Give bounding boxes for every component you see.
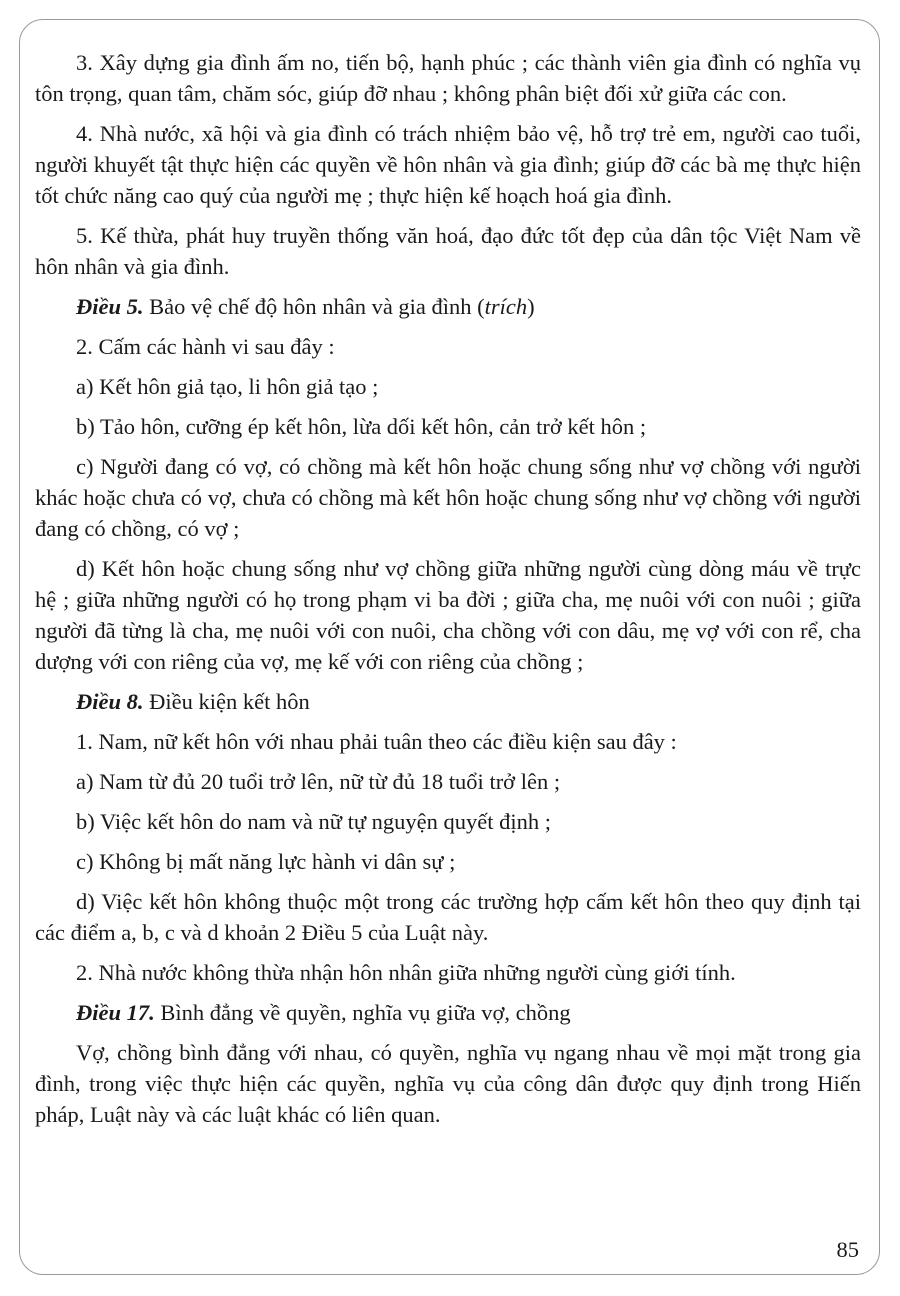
article-8-item-b: b) Việc kết hôn do nam và nữ tự nguyện quyết định ; [76, 809, 552, 834]
article-5-label: Điều 5. [76, 294, 144, 319]
article-5-title-note: trích [484, 294, 528, 319]
article-5-clause-2: 2. Cấm các hành vi sau đây : [76, 334, 335, 359]
article-17-heading [35, 997, 861, 1028]
article-8-item-d: d) Việc kết hôn không thuộc một trong các trường hợp cấm kết hôn theo quy định tại các điểm a, b, c và d khoản 2 Điều 5 của Luật này. [35, 889, 861, 945]
article-8-item-c: c) Không bị mất năng lực hành vi dân sự ; [76, 849, 456, 874]
article-8-label: Điều 8. [76, 689, 144, 714]
article-5-item-d: d) Kết hôn hoặc chung sống như vợ chồng giữa những người cùng dòng máu về trực hệ ; giữa những người có họ trong phạm vi ba đời ; giữa cha, mẹ nuôi với con nuôi ; giữa người đã từng là cha, mẹ nuôi với con nuôi, cha chồng với con dâu, mẹ vợ với con rể, cha dượng với con riêng của vợ, mẹ kế với con riêng của chồng ; [35, 556, 861, 674]
article-8-heading [35, 686, 861, 717]
article-8-clause-2: 2. Nhà nước không thừa nhận hôn nhân giữa những người cùng giới tính. [76, 960, 736, 985]
paragraph-4: 4. Nhà nước, xã hội và gia đình có trách nhiệm bảo vệ, hỗ trợ trẻ em, người cao tuổi, người khuyết tật thực hiện các quyền về hôn nhân và gia đình; giúp đỡ các bà mẹ thực hiện tốt chức năng cao quý của người mẹ ; thực hiện kế hoạch hoá gia đình. [35, 121, 861, 208]
article-8-item-a: a) Nam từ đủ 20 tuổi trở lên, nữ từ đủ 18 tuổi trở lên ; [76, 769, 561, 794]
article-5-heading [35, 291, 861, 322]
paragraph-5: 5. Kế thừa, phát huy truyền thống văn hoá, đạo đức tốt đẹp của dân tộc Việt Nam về hôn nhân và gia đình. [35, 223, 861, 279]
article-17-body: Vợ, chồng bình đẳng với nhau, có quyền, nghĩa vụ ngang nhau về mọi mặt trong gia đình, trong việc thực hiện các quyền, nghĩa vụ của công dân được quy định trong Hiến pháp, Luật này và các luật khác có liên quan. [35, 1040, 861, 1127]
article-5-item-c: c) Người đang có vợ, có chồng mà kết hôn hoặc chung sống như vợ chồng với người khác hoặc chưa có vợ, chưa có chồng mà kết hôn hoặc chung sống như vợ chồng với người đang có chồng, có vợ ; [35, 454, 861, 541]
article-8-title: Điều kiện kết hôn [143, 689, 310, 714]
article-17-title: Bình đẳng về quyền, nghĩa vụ giữa vợ, chồng [154, 1000, 571, 1025]
article-8-clause-1: 1. Nam, nữ kết hôn với nhau phải tuân theo các điều kiện sau đây : [76, 729, 677, 754]
article-5-item-a: a) Kết hôn giả tạo, li hôn giả tạo ; [76, 374, 379, 399]
page-number: 85 [836, 1237, 859, 1262]
paragraph-3: 3. Xây dựng gia đình ấm no, tiến bộ, hạnh phúc ; các thành viên gia đình có nghĩa vụ tôn trọng, quan tâm, chăm sóc, giúp đỡ nhau ; không phân biệt đối xử giữa các con. [35, 50, 861, 106]
article-5-item-b: b) Tảo hôn, cưỡng ép kết hôn, lừa dối kết hôn, cản trở kết hôn ; [76, 414, 647, 439]
article-5-title: Bảo vệ chế độ hôn nhân và gia đình ( [143, 294, 485, 319]
page-body [35, 47, 861, 1139]
article-17-label: Điều 17. [76, 1000, 155, 1025]
article-5-title-end: ) [527, 294, 535, 319]
